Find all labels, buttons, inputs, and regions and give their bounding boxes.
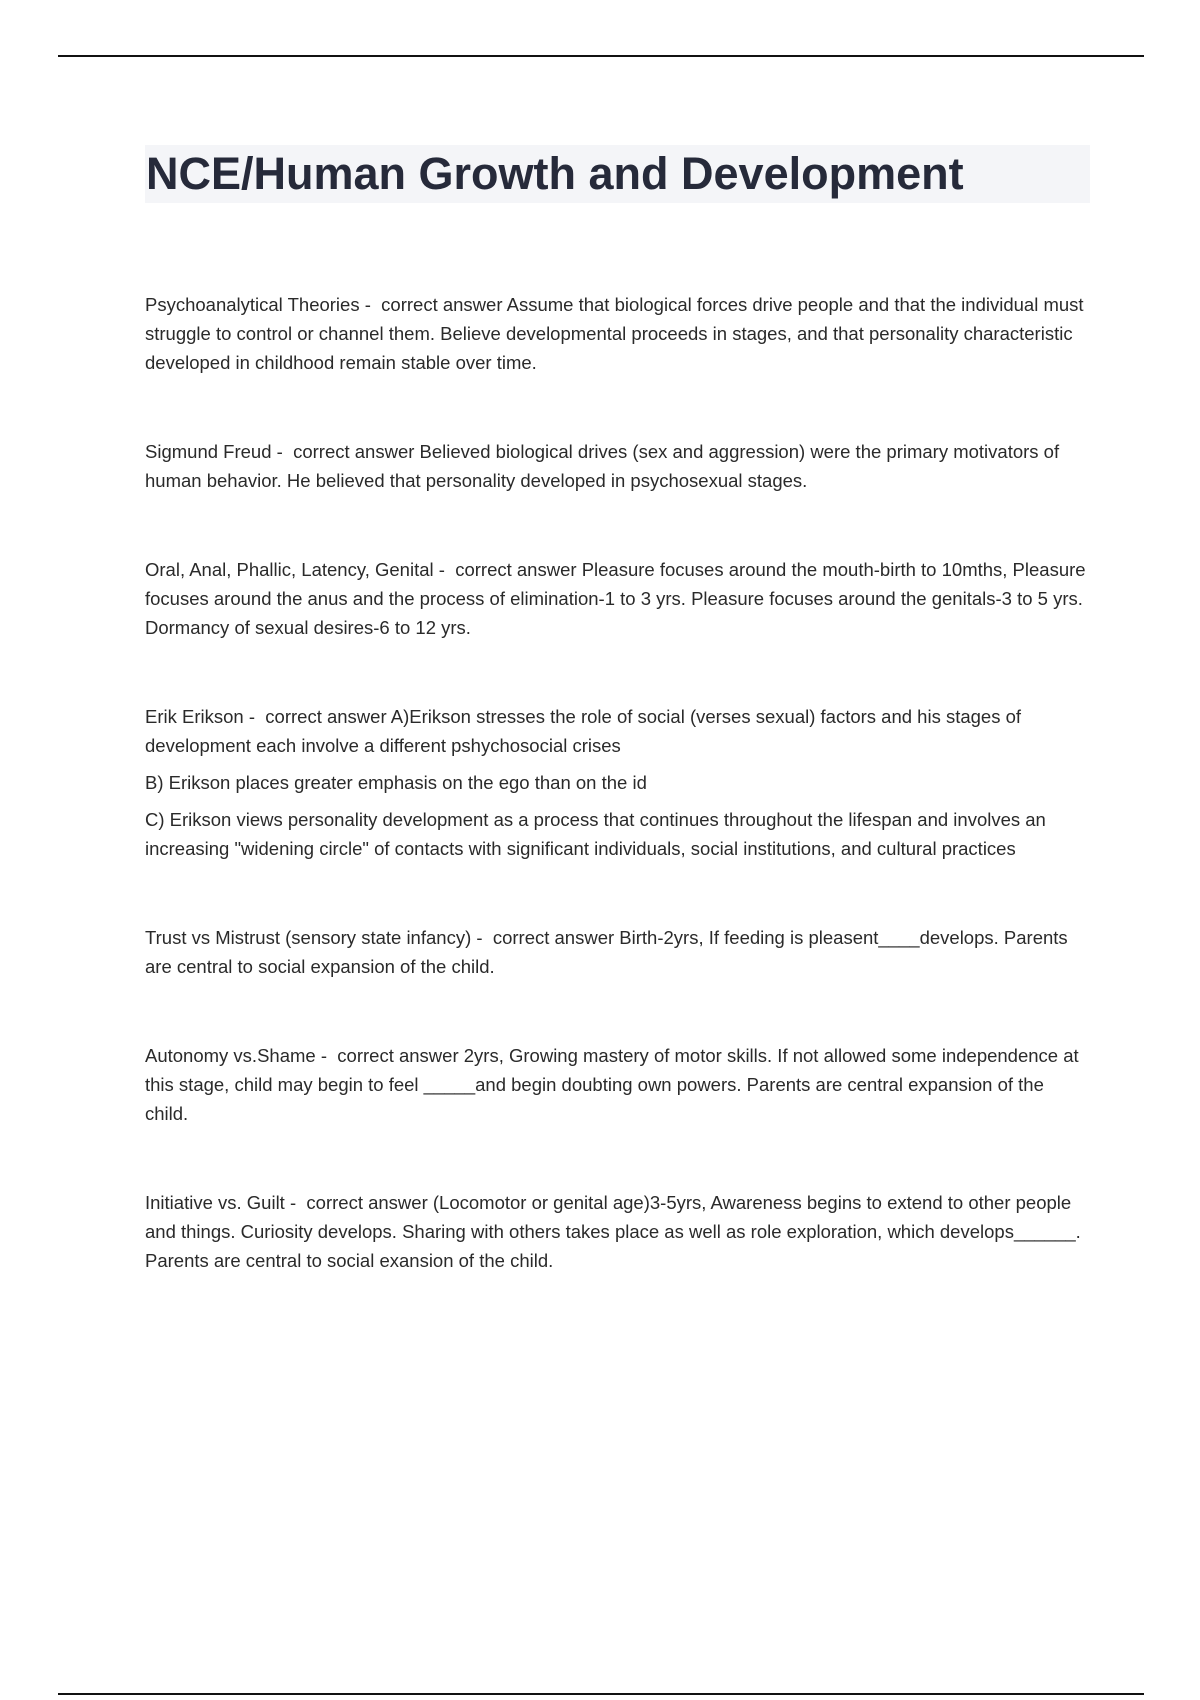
flashcard — [145, 702, 1090, 863]
answer-text: Pleasure focuses around the mouth-birth to 10mths, Pleasure focuses around the anus and the process of elimination-1 to 3 yrs. Pleasure focuses around the genitals-3 to 5 yrs. Dormancy of sexual desires-6 to 12 yrs. — [145, 559, 1086, 638]
term: Autonomy vs.Shame — [145, 1045, 316, 1066]
answer-label: correct answer — [455, 559, 577, 580]
separator: - — [271, 441, 288, 462]
separator: - — [359, 294, 377, 315]
flashcard-paragraph — [145, 1188, 1090, 1275]
answer-text: 2yrs, Growing mastery of motor skills. If not allowed some independence at this stage, child may begin to feel _____and begin doubting own powers. Parents are central expansion of the child. — [145, 1045, 1079, 1124]
document-title: NCE/Human Growth and Development — [146, 148, 964, 199]
flashcard-paragraph — [145, 290, 1090, 377]
answer-label: correct answer — [381, 294, 503, 315]
flashcard — [145, 1041, 1090, 1128]
term: Psychoanalytical Theories — [145, 294, 360, 315]
flashcard-list — [145, 290, 1090, 1335]
flashcard — [145, 923, 1090, 981]
answer-label: correct answer — [492, 927, 615, 948]
bottom-rule — [58, 1693, 1144, 1695]
term: Trust vs Mistrust (sensory state infancy) — [145, 927, 472, 948]
term: Initiative vs. Guilt — [145, 1192, 285, 1213]
term: Sigmund Freud — [145, 441, 272, 462]
flashcard-paragraph — [145, 1041, 1090, 1128]
separator: - — [315, 1045, 333, 1066]
flashcard-paragraph — [145, 923, 1090, 981]
flashcard-paragraph — [145, 437, 1090, 495]
flashcard — [145, 1188, 1090, 1275]
separator: - — [471, 927, 488, 948]
flashcard — [145, 437, 1090, 495]
top-rule — [58, 55, 1144, 57]
answer-text: Assume that biological forces drive people and that the individual must struggle to control or channel them. Believe developmental proceeds in stages, and that personality characteristic developed in childhood remain stable over time. — [145, 294, 1084, 373]
flashcard-paragraph — [145, 555, 1090, 642]
answer-text: Believed biological drives (sex and aggression) were the primary motivators of human behavior. He believed that personality developed in psychosexual stages. — [145, 441, 1060, 491]
flashcard-paragraph — [145, 702, 1090, 760]
answer-label: correct answer — [293, 441, 415, 462]
separator: - — [243, 706, 261, 727]
answer-text: Birth-2yrs, If feeding is pleasent____develops. Parents are central to social expansion of the child. — [145, 927, 1068, 977]
answer-label: correct answer — [265, 706, 387, 727]
separator: - — [433, 559, 451, 580]
separator: - — [284, 1192, 302, 1213]
answer-label: correct answer — [337, 1045, 459, 1066]
flashcard — [145, 290, 1090, 377]
answer-paragraph: B) Erikson places greater emphasis on the ego than on the id — [145, 772, 647, 793]
answer-paragraph: C) Erikson views personality development as a process that continues throughout the lifespan and involves an increasing "widening circle" of contacts with significant individuals, social institutions, and cultural practices — [145, 809, 1046, 859]
flashcard — [145, 555, 1090, 642]
term: Oral, Anal, Phallic, Latency, Genital — [145, 559, 434, 580]
answer-text: (Locomotor or genital age)3-5yrs, Awareness begins to extend to other people and things. Curiosity develops. Sharing with others takes place as well as role exploration, which develops______. Parents are central to social exansion of the child. — [145, 1192, 1081, 1271]
answer-text: A)Erikson stresses the role of social (verses sexual) factors and his stages of development each involve a different pshychosocial crises — [145, 706, 1022, 756]
answer-label: correct answer — [306, 1192, 428, 1213]
term: Erik Erikson — [145, 706, 244, 727]
